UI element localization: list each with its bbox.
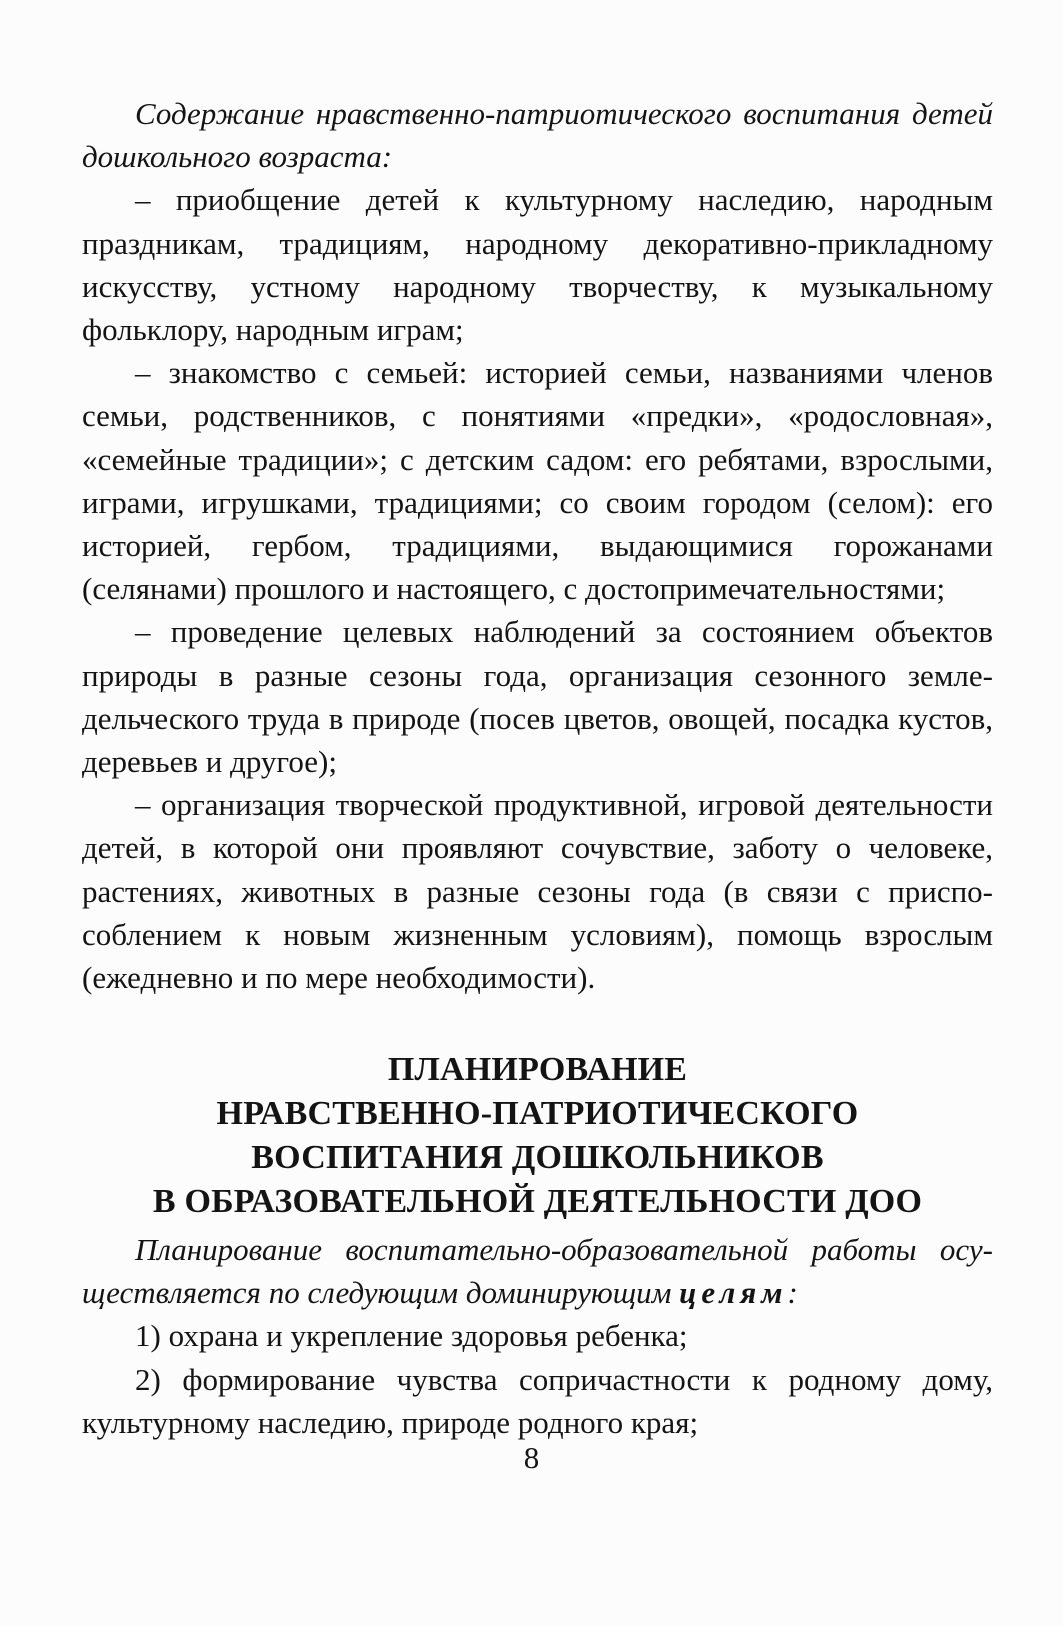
goal-item-health: 1) охрана и укрепление здоровья ребенка; — [135, 1318, 688, 1354]
section-heading-line-3: ВОСПИТАНИЯ ДОШКОЛЬНИКОВ — [251, 1139, 824, 1176]
content-item-heritage: – приобщение детей к культурному наследию, народным праздникам, традициям, народному декоративно-прикладному искусству, устному народному творчеству, к музыкальному фольклору, народным играм; — [82, 182, 993, 348]
content-item-activity: – организация творческой продуктивной, игровой деятельности детей, в которой они проявляют сочувствие, заботу о человеке, растениях, животных в разные сезоны года (в связи с приспособлением к новым жизненным условиям), помощь взрослым (ежедневно и по мере необходимости). — [82, 787, 993, 996]
planning-intro-emphasis: целям — [679, 1275, 788, 1311]
content-item-family: – знакомство с семьей: историей семьи, названиями членов семьи, родственников, с понятиями «предки», «родословная», «семейные традиции»; с детским садом: его ребятами, взрослыми, играми, игрушками, традициями; со своим городом (селом): его историей, гербом, традициями, выдающимися горожанами (селянами) прошлого и настоящего, с достопримечательностями; — [82, 355, 993, 607]
planning-intro-text: Планирование воспитательно-образовательной работы осуществляется по следующим доминирующим — [82, 1232, 993, 1311]
section-heading-line-4: В ОБРАЗОВАТЕЛЬНОЙ ДЕЯТЕЛЬНОСТИ ДОО — [152, 1183, 923, 1220]
planning-section — [82, 1228, 993, 1444]
page-number: 8 — [523, 1440, 540, 1475]
planning-intro — [82, 1228, 993, 1314]
section-heading — [82, 1048, 993, 1224]
section-heading-line-2: НРАВСТВЕННО-ПАТРИОТИЧЕСКОГО — [216, 1095, 859, 1132]
content-section — [82, 92, 993, 999]
content-item-nature: – проведение целевых наблюдений за состоянием объектов природы в разные сезоны года, организация сезонного земледельческого труда в природе (посев цветов, овощей, посадка кустов, деревьев и другое); — [82, 614, 993, 780]
intro-heading: Содержание нравственно-патриотического воспитания детей дошкольного возраста: — [82, 96, 993, 175]
goal-item-belonging: 2) формирование чувства сопричастности к родному дому, культурному наследию, природе родного края; — [82, 1361, 993, 1440]
section-heading-line-1: ПЛАНИРОВАНИЕ — [387, 1051, 688, 1088]
planning-intro-tail: : — [787, 1275, 798, 1311]
